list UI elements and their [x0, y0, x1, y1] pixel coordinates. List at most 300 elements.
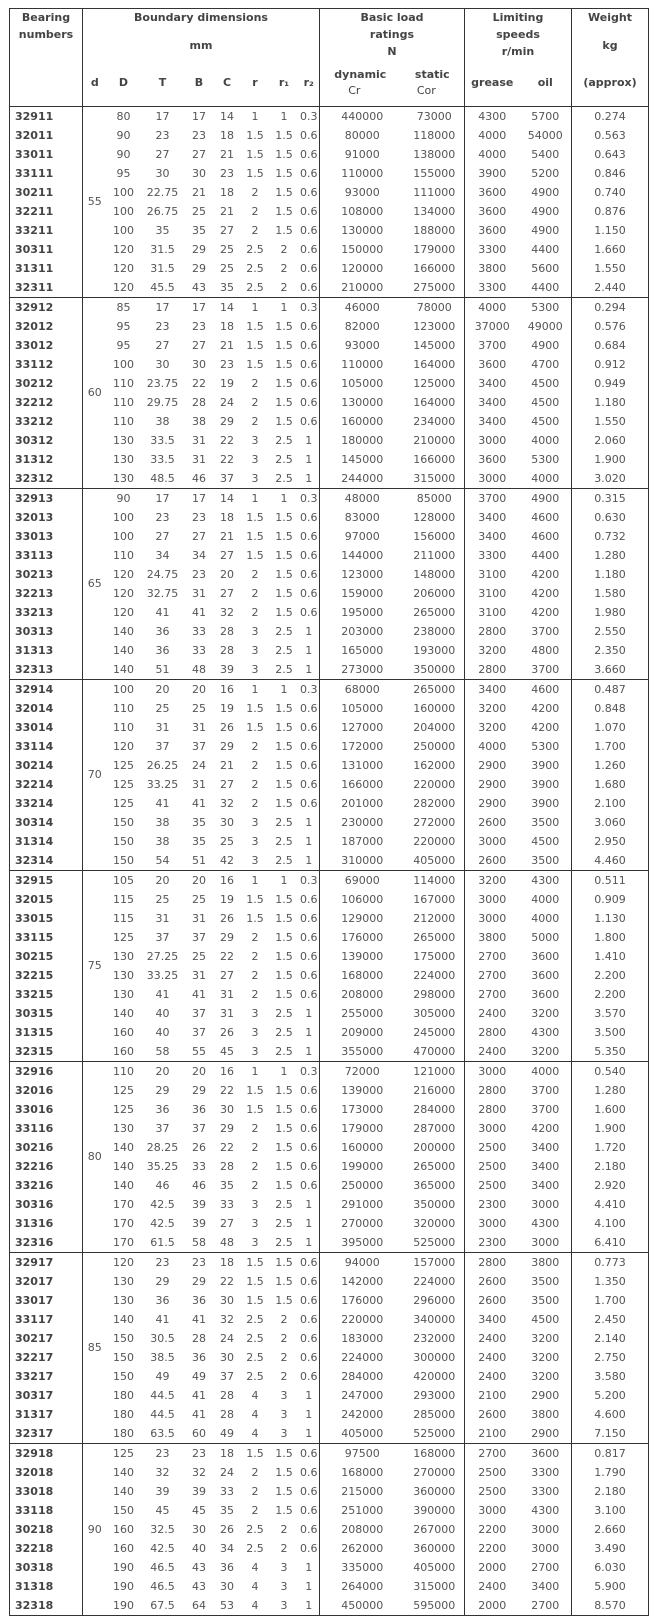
cell-dynamic: 93000 [320, 183, 405, 202]
bore-diameter-d: 80 [83, 1061, 107, 1252]
bearing-number: 32212 [15, 395, 54, 409]
cell-r1: 3 [280, 1426, 288, 1440]
cell-weight: 2.180 [572, 1157, 649, 1176]
cell-r: 4 [251, 1388, 259, 1402]
cell-T: 37 [155, 930, 170, 944]
cell-r2: 1 [305, 1407, 313, 1421]
col-B: B [194, 76, 204, 90]
cell-C: 21 [220, 529, 234, 543]
cell-D: 120 [107, 1252, 141, 1272]
cell-dynamic: 255000 [320, 1004, 405, 1023]
cell-oil: 54000 [527, 128, 563, 142]
cell-grease: 3400 [465, 679, 520, 699]
cell-static: 138000 [413, 147, 456, 161]
cell-dynamic: 110000 [320, 164, 405, 183]
bearing-number: 32914 [10, 679, 83, 699]
cell-r1: 1.5 [275, 529, 293, 543]
cell-oil: 4000 [531, 471, 560, 485]
cell-weight: 5.200 [572, 1386, 649, 1405]
cell-B: 64 [192, 1598, 206, 1612]
cell-B: 23 [192, 567, 206, 581]
cell-T: 38.5 [150, 1350, 175, 1364]
cell-oil: 3600 [531, 949, 560, 963]
cell-oil: 2700 [531, 1560, 560, 1574]
cell-r1: 1.5 [275, 128, 293, 142]
cell-r: 2 [251, 968, 259, 982]
cell-r: 2 [251, 1503, 259, 1517]
basic-load-unit: N [387, 45, 397, 58]
cell-weight: 1.580 [572, 584, 649, 603]
cell-r1: 1.5 [275, 548, 293, 562]
cell-r: 3 [251, 1006, 259, 1020]
cell-grease: 2600 [465, 813, 520, 832]
bearing-number: 33215 [15, 987, 54, 1001]
cell-T: 27.25 [146, 949, 179, 963]
cell-D: 190 [113, 1560, 134, 1574]
cell-B: 23 [192, 128, 206, 142]
cell-oil: 4500 [531, 414, 560, 428]
cell-C: 24 [220, 395, 234, 409]
bearing-number: 33117 [15, 1312, 54, 1326]
cell-r1: 3 [280, 1407, 288, 1421]
cell-r2: 0.6 [299, 1252, 320, 1272]
cell-D: 160 [113, 1044, 134, 1058]
cell-T: 46 [155, 1178, 170, 1192]
cell-r1: 1.5 [275, 586, 293, 600]
cell-T: 17 [141, 106, 185, 126]
cell-r1: 1.5 [275, 1293, 293, 1307]
cell-T: 41 [155, 796, 170, 810]
cell-r: 2 [251, 376, 259, 390]
cell-r1: 1.5 [275, 796, 293, 810]
cell-r1: 2.5 [275, 433, 293, 447]
cell-weight: 1.720 [572, 1138, 649, 1157]
cell-oil: 4800 [531, 643, 560, 657]
cell-grease: 3000 [465, 469, 520, 489]
bearing-number: 30217 [15, 1331, 54, 1345]
bearing-number: 30215 [15, 949, 54, 963]
cell-T: 31.5 [150, 261, 175, 275]
cell-B: 27 [192, 147, 206, 161]
cell-C: 22 [220, 949, 234, 963]
cell-grease: 3400 [465, 527, 520, 546]
cell-static: 204000 [413, 720, 456, 734]
cell-weight: 6.410 [572, 1233, 649, 1253]
cell-grease: 2100 [465, 1386, 520, 1405]
cell-weight: 2.950 [572, 832, 649, 851]
bearing-number: 32014 [15, 701, 54, 715]
cell-grease: 2600 [465, 1405, 520, 1424]
bearing-number: 32317 [15, 1426, 54, 1440]
cell-r1: 1.5 [275, 319, 293, 333]
cell-T: 38 [155, 414, 170, 428]
cell-r1: 2.5 [275, 1216, 293, 1230]
cell-r: 1.5 [246, 1102, 264, 1116]
cell-static: 164000 [413, 395, 456, 409]
cell-C: 19 [220, 892, 234, 906]
table-row [10, 488, 649, 508]
cell-static: 211000 [413, 548, 456, 562]
cell-r2: 0.3 [299, 488, 320, 508]
cell-static: 365000 [413, 1178, 456, 1192]
cell-oil: 4400 [531, 280, 560, 294]
cell-grease: 2000 [465, 1596, 520, 1616]
cell-T: 63.5 [150, 1426, 175, 1440]
bearing-number: 32314 [15, 853, 54, 867]
cell-oil: 3300 [531, 1484, 560, 1498]
bearing-number: 32917 [10, 1252, 83, 1272]
cell-C: 18 [220, 185, 234, 199]
cell-dynamic: 131000 [320, 756, 405, 775]
cell-oil: 3600 [531, 968, 560, 982]
cell-D: 140 [113, 1159, 134, 1173]
cell-r1: 2.5 [275, 1025, 293, 1039]
cell-r1: 1.5 [275, 720, 293, 734]
cell-dynamic: 168000 [320, 966, 405, 985]
cell-static: 123000 [413, 319, 456, 333]
cell-oil: 4000 [531, 892, 560, 906]
cell-r: 2 [251, 1121, 259, 1135]
cell-grease: 2400 [465, 1004, 520, 1023]
cell-B: 58 [192, 1235, 206, 1249]
cell-T: 20 [141, 1061, 185, 1081]
cell-static: 73000 [405, 106, 465, 126]
bore-diameter-d: 70 [83, 679, 107, 870]
cell-B: 25 [192, 204, 206, 218]
cell-B: 33 [192, 1159, 206, 1173]
cell-weight: 1.600 [572, 1100, 649, 1119]
cell-static: 234000 [413, 414, 456, 428]
cell-C: 26 [220, 720, 234, 734]
cell-C: 25 [220, 261, 234, 275]
cell-r: 1 [241, 679, 270, 699]
cell-r1: 1.5 [275, 395, 293, 409]
cell-B: 20 [185, 679, 214, 699]
cell-r1: 1.5 [275, 892, 293, 906]
cell-r2: 1 [305, 433, 313, 447]
cell-r2: 1 [305, 1197, 313, 1211]
cell-grease: 3000 [465, 890, 520, 909]
cell-r2: 0.6 [300, 1159, 318, 1173]
cell-oil: 3200 [531, 1331, 560, 1345]
cell-D: 190 [113, 1579, 134, 1593]
cell-r: 2 [251, 1140, 259, 1154]
cell-weight: 0.817 [572, 1443, 649, 1463]
cell-C: 30 [220, 1350, 234, 1364]
cell-static: 212000 [413, 911, 456, 925]
cell-D: 105 [107, 870, 141, 890]
cell-grease: 3600 [465, 202, 520, 221]
cell-weight: 0.315 [572, 488, 649, 508]
cell-r2: 0.6 [300, 796, 318, 810]
cell-static: 238000 [413, 624, 456, 638]
cell-D: 140 [113, 1312, 134, 1326]
cell-weight: 2.350 [572, 641, 649, 660]
cell-B: 37 [192, 930, 206, 944]
bearing-number: 32318 [15, 1598, 54, 1612]
cell-weight: 1.680 [572, 775, 649, 794]
cell-r2: 0.6 [300, 605, 318, 619]
cell-dynamic: 97500 [320, 1443, 405, 1463]
cell-r: 1.5 [246, 911, 264, 925]
cell-r1: 1.5 [275, 739, 293, 753]
cell-dynamic: 273000 [320, 660, 405, 680]
cell-C: 25 [220, 242, 234, 256]
cell-oil: 4200 [531, 701, 560, 715]
cell-D: 190 [113, 1598, 134, 1612]
cell-static: 320000 [413, 1216, 456, 1230]
cell-C: 18 [214, 1252, 241, 1272]
bearing-number: 32213 [15, 586, 54, 600]
cell-B: 29 [192, 261, 206, 275]
cell-oil: 3300 [531, 1465, 560, 1479]
bearing-number: 32913 [10, 488, 83, 508]
bearing-spec-table [9, 8, 649, 1616]
weight-header [572, 9, 649, 61]
cell-C: 23 [220, 357, 234, 371]
table-body [10, 106, 649, 1615]
cell-static: 134000 [413, 204, 456, 218]
cell-grease: 3400 [465, 1310, 520, 1329]
bearing-number: 32916 [10, 1061, 83, 1081]
cell-dynamic: 291000 [320, 1195, 405, 1214]
cell-T: 26.25 [146, 758, 179, 772]
cell-grease: 3000 [465, 1061, 520, 1081]
cell-static: 360000 [413, 1484, 456, 1498]
cell-r: 3 [251, 433, 259, 447]
cell-oil: 3700 [531, 1083, 560, 1097]
cell-D: 150 [113, 815, 134, 829]
bearing-number: 31311 [15, 261, 54, 275]
cell-C: 22 [220, 1274, 234, 1288]
cell-dynamic: 176000 [320, 1291, 405, 1310]
cell-oil: 4200 [531, 567, 560, 581]
cell-D: 120 [113, 280, 134, 294]
cell-grease: 3000 [465, 1119, 520, 1138]
cell-T: 33.5 [150, 433, 175, 447]
cell-oil: 2700 [531, 1598, 560, 1612]
cell-C: 35 [220, 1178, 234, 1192]
cell-dynamic: 160000 [320, 1138, 405, 1157]
cell-oil: 49000 [527, 319, 563, 333]
cell-weight: 0.909 [572, 890, 649, 909]
cell-static: 167000 [413, 892, 456, 906]
cell-C: 31 [220, 987, 234, 1001]
cell-D: 125 [113, 758, 134, 772]
cell-B: 34 [192, 548, 206, 562]
cell-static: 350000 [413, 1197, 456, 1211]
cell-dynamic: 127000 [320, 718, 405, 737]
cell-grease: 3200 [465, 870, 520, 890]
cell-r: 1.5 [246, 1083, 264, 1097]
cell-B: 29 [192, 1274, 206, 1288]
cell-r1: 1.5 [275, 223, 293, 237]
cell-r1: 1.5 [275, 1178, 293, 1192]
cell-dynamic: 139000 [320, 1081, 405, 1100]
cell-static: 220000 [413, 777, 456, 791]
cell-oil: 4300 [531, 1216, 560, 1230]
cell-weight: 1.550 [572, 412, 649, 431]
cell-oil: 4700 [531, 357, 560, 371]
cell-r1: 2 [280, 261, 288, 275]
cell-static: 282000 [413, 796, 456, 810]
cell-dynamic: 46000 [320, 297, 405, 317]
cell-static: 200000 [413, 1140, 456, 1154]
cell-weight: 6.030 [572, 1558, 649, 1577]
cell-dynamic: 150000 [320, 240, 405, 259]
cell-dynamic: 105000 [320, 374, 405, 393]
cell-B: 41 [192, 1388, 206, 1402]
cell-C: 35 [220, 1503, 234, 1517]
cell-r2: 0.6 [300, 1102, 318, 1116]
cell-dynamic: 183000 [320, 1329, 405, 1348]
cell-dynamic: 215000 [320, 1482, 405, 1501]
cell-static: 265000 [413, 930, 456, 944]
cell-oil: 3500 [531, 1274, 560, 1288]
cell-oil: 5600 [531, 261, 560, 275]
cell-C: 18 [220, 319, 234, 333]
cell-oil: 3800 [531, 1407, 560, 1421]
cell-grease: 2500 [465, 1482, 520, 1501]
bearing-number: 33113 [15, 548, 54, 562]
cell-grease: 4000 [465, 126, 520, 145]
cell-grease: 2400 [465, 1367, 520, 1386]
cell-r1: 1.5 [275, 605, 293, 619]
cell-oil: 5000 [531, 930, 560, 944]
cell-B: 37 [192, 1121, 206, 1135]
cell-weight: 3.660 [572, 660, 649, 680]
cell-D: 100 [107, 679, 141, 699]
cell-dynamic: 120000 [320, 259, 405, 278]
bearing-number: 30218 [15, 1522, 54, 1536]
cell-r1: 1.5 [275, 949, 293, 963]
cell-T: 39 [155, 1484, 170, 1498]
cell-r2: 0.3 [299, 1061, 320, 1081]
bearing-number: 33016 [15, 1102, 54, 1116]
cell-T: 36 [155, 1102, 170, 1116]
cell-dynamic: 242000 [320, 1405, 405, 1424]
cell-r: 3 [251, 1235, 259, 1249]
cell-r2: 0.6 [300, 319, 318, 333]
cell-weight: 1.900 [572, 1119, 649, 1138]
cell-T: 51 [155, 662, 170, 676]
cell-weight: 0.487 [572, 679, 649, 699]
cell-grease: 2000 [465, 1558, 520, 1577]
cell-C: 31 [220, 1006, 234, 1020]
bearing-number: 30315 [15, 1006, 54, 1020]
cell-r: 3 [251, 1197, 259, 1211]
cell-r2: 1 [305, 815, 313, 829]
cell-r: 2.5 [246, 1522, 264, 1536]
cell-T: 42.5 [150, 1541, 175, 1555]
cell-r2: 0.6 [299, 1443, 320, 1463]
cell-oil: 3500 [531, 815, 560, 829]
bearing-number: 32915 [10, 870, 83, 890]
cell-D: 100 [113, 204, 134, 218]
cell-C: 14 [214, 488, 241, 508]
cell-r: 3 [251, 853, 259, 867]
cell-weight: 2.100 [572, 794, 649, 813]
cell-r1: 2.5 [275, 853, 293, 867]
cell-grease: 3300 [465, 278, 520, 298]
cell-static: 206000 [413, 586, 456, 600]
cell-r1: 2 [280, 242, 288, 256]
cell-grease: 3000 [465, 431, 520, 450]
cell-dynamic: 83000 [320, 508, 405, 527]
cell-static: 265000 [405, 679, 465, 699]
cell-grease: 3000 [465, 1214, 520, 1233]
cell-grease: 2500 [465, 1176, 520, 1195]
cell-grease: 2800 [465, 622, 520, 641]
cell-r1: 1.5 [275, 376, 293, 390]
cell-r: 3 [251, 815, 259, 829]
cell-T: 31.5 [150, 242, 175, 256]
cell-r: 3 [251, 643, 259, 657]
cell-C: 27 [220, 968, 234, 982]
cell-static: 156000 [413, 529, 456, 543]
cell-D: 120 [113, 605, 134, 619]
cell-dynamic: 195000 [320, 603, 405, 622]
cell-r2: 0.6 [300, 720, 318, 734]
cell-B: 25 [192, 892, 206, 906]
cell-r: 1.5 [246, 529, 264, 543]
cell-grease: 3000 [465, 909, 520, 928]
cell-dynamic: 199000 [320, 1157, 405, 1176]
cell-B: 31 [192, 968, 206, 982]
bearing-number: 33112 [15, 357, 54, 371]
cell-r1: 2.5 [275, 624, 293, 638]
cell-D: 115 [113, 892, 134, 906]
cell-grease: 3400 [465, 374, 520, 393]
cell-grease: 2500 [465, 1138, 520, 1157]
cell-weight: 0.732 [572, 527, 649, 546]
cell-r: 4 [251, 1407, 259, 1421]
cell-D: 95 [116, 338, 131, 352]
cell-r2: 0.6 [300, 987, 318, 1001]
cell-static: 275000 [413, 280, 456, 294]
cell-T: 23 [155, 319, 170, 333]
cell-r: 1.5 [246, 548, 264, 562]
cell-D: 130 [113, 968, 134, 982]
cell-B: 41 [192, 1407, 206, 1421]
cell-grease: 2300 [465, 1233, 520, 1253]
cell-r1: 2.5 [275, 643, 293, 657]
cell-r2: 1 [305, 1235, 313, 1249]
cell-oil: 5300 [531, 452, 560, 466]
col-dynamic-symbol: Cr [348, 84, 361, 98]
table-row [10, 1061, 649, 1081]
cell-B: 23 [185, 1443, 214, 1463]
cell-weight: 4.100 [572, 1214, 649, 1233]
cell-oil: 3700 [531, 662, 560, 676]
cell-r1: 1.5 [275, 777, 293, 791]
cell-grease: 3200 [465, 641, 520, 660]
cell-B: 60 [192, 1426, 206, 1440]
cell-r2: 0.6 [300, 739, 318, 753]
cell-grease: 2600 [465, 851, 520, 871]
cell-r: 2 [251, 223, 259, 237]
bearing-number: 33018 [15, 1484, 54, 1498]
cell-r: 2 [251, 758, 259, 772]
cell-C: 34 [220, 1541, 234, 1555]
cell-r: 2 [251, 949, 259, 963]
cell-r1: 1.5 [275, 701, 293, 715]
bearing-number: 32313 [15, 662, 54, 676]
cell-T: 58 [155, 1044, 170, 1058]
cell-D: 125 [113, 930, 134, 944]
bearing-number: 33217 [15, 1369, 54, 1383]
bearing-number: 30317 [15, 1388, 54, 1402]
